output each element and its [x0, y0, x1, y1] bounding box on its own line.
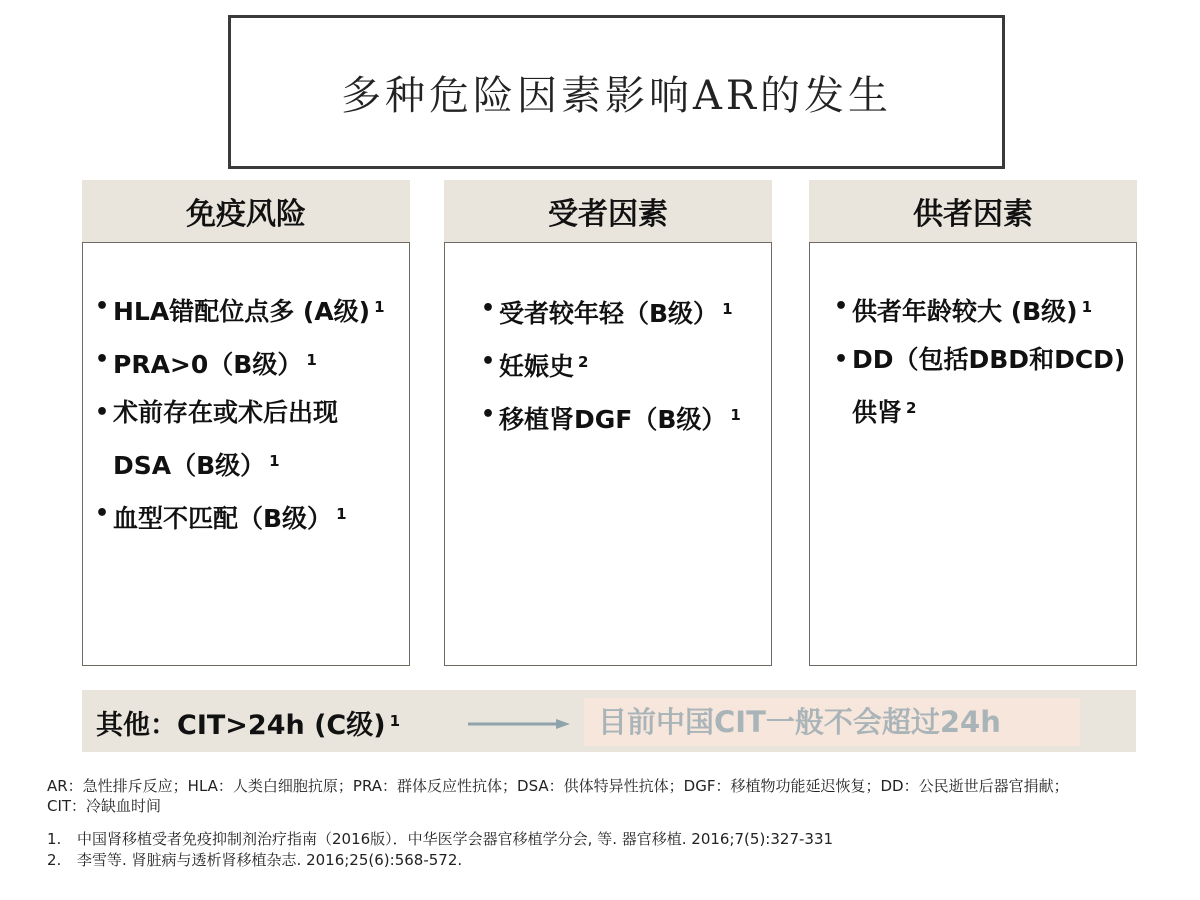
list-item	[822, 336, 1136, 384]
list-item	[83, 336, 409, 389]
list-item	[469, 391, 771, 444]
bullet-icon: •	[95, 294, 110, 319]
cit-note-text: 目前中国CIT一般不会超过24h	[598, 705, 1001, 739]
other-factors-bar	[82, 690, 1136, 752]
reference-text: 李雪等. 肾脏病与透析肾移植杂志. 2016;25(6):568-572.	[77, 851, 463, 869]
abbreviation-line: CIT：冷缺血时间	[47, 797, 162, 815]
bullet-icon: •	[481, 296, 496, 321]
column-body	[809, 242, 1137, 666]
column-body	[82, 242, 410, 666]
bullet-icon: •	[95, 400, 110, 425]
citation-mark: 1	[336, 505, 347, 523]
citation-mark: 1	[374, 298, 385, 316]
item-text: 血型不匹配（B级）	[113, 504, 333, 533]
donor-factors-column	[809, 180, 1137, 666]
abbreviation-line: AR：急性排斥反应；HLA：人类白细胞抗原；PRA：群体反应性抗体；DSA：供体特异性抗体；DGF：移植物功能延迟恢复；DD：公民逝世后器官捐献；	[47, 777, 1069, 795]
column-heading: 免疫风险	[82, 180, 410, 242]
references	[47, 829, 833, 871]
bullet-icon: •	[834, 347, 849, 372]
title-box	[228, 15, 1005, 169]
column-body	[444, 242, 772, 666]
bullet-icon: •	[834, 294, 849, 319]
immune-risk-column	[82, 180, 410, 666]
item-text: 术前存在或术后出现	[113, 398, 339, 427]
item-text: 移植肾DGF（B级）	[499, 405, 727, 434]
list-item-continuation	[822, 384, 1136, 437]
citation-mark: 2	[578, 353, 589, 371]
citation-mark: 1	[389, 712, 401, 730]
abbreviations	[47, 776, 1187, 816]
item-text: 供者年龄较大 (B级)	[852, 297, 1078, 326]
citation-mark: 2	[906, 399, 917, 417]
list-item	[469, 338, 771, 391]
cit-note-box	[584, 698, 1080, 746]
arrow-right-icon	[468, 718, 570, 730]
list-item-continuation	[83, 437, 409, 490]
list-item	[83, 389, 409, 437]
other-factors-text	[96, 690, 400, 757]
list-item	[83, 490, 409, 543]
list-item	[83, 283, 409, 336]
item-text: DSA（B级）	[113, 451, 266, 480]
item-text: HLA错配位点多 (A级)	[113, 297, 371, 326]
item-text: 受者较年轻（B级）	[499, 299, 719, 328]
reference-number: 2.	[47, 851, 62, 869]
citation-mark: 1	[1081, 298, 1093, 316]
reference-text: 中国肾移植受者免疫抑制剂治疗指南（2016版）．中华医学会器官移植学分会, 等. 器官移植. 2016;7(5):327-331	[77, 830, 834, 848]
item-text: DD（包括DBD和DCD)	[852, 345, 1126, 374]
citation-mark: 1	[730, 406, 741, 424]
item-text: PRA>0（B级）	[113, 350, 303, 379]
bullet-icon: •	[481, 349, 496, 374]
other-label: 其他：CIT>24h (C级)	[96, 710, 386, 741]
item-text: 供肾	[852, 398, 903, 427]
citation-mark: 1	[269, 452, 280, 470]
reference-item	[47, 829, 833, 850]
reference-item	[47, 850, 833, 871]
bullet-icon: •	[95, 501, 110, 526]
slide-title: 多种危险因素影响AR的发生	[340, 72, 892, 119]
reference-number: 1.	[47, 830, 62, 848]
recipient-factors-column	[444, 180, 772, 666]
bullet-icon: •	[95, 347, 110, 372]
citation-mark: 1	[306, 351, 317, 369]
citation-mark: 1	[722, 300, 733, 318]
item-text: 妊娠史	[499, 352, 575, 381]
column-heading: 受者因素	[444, 180, 772, 242]
bullet-icon: •	[481, 402, 496, 427]
list-item	[469, 285, 771, 338]
column-heading: 供者因素	[809, 180, 1137, 242]
list-item	[822, 283, 1136, 336]
